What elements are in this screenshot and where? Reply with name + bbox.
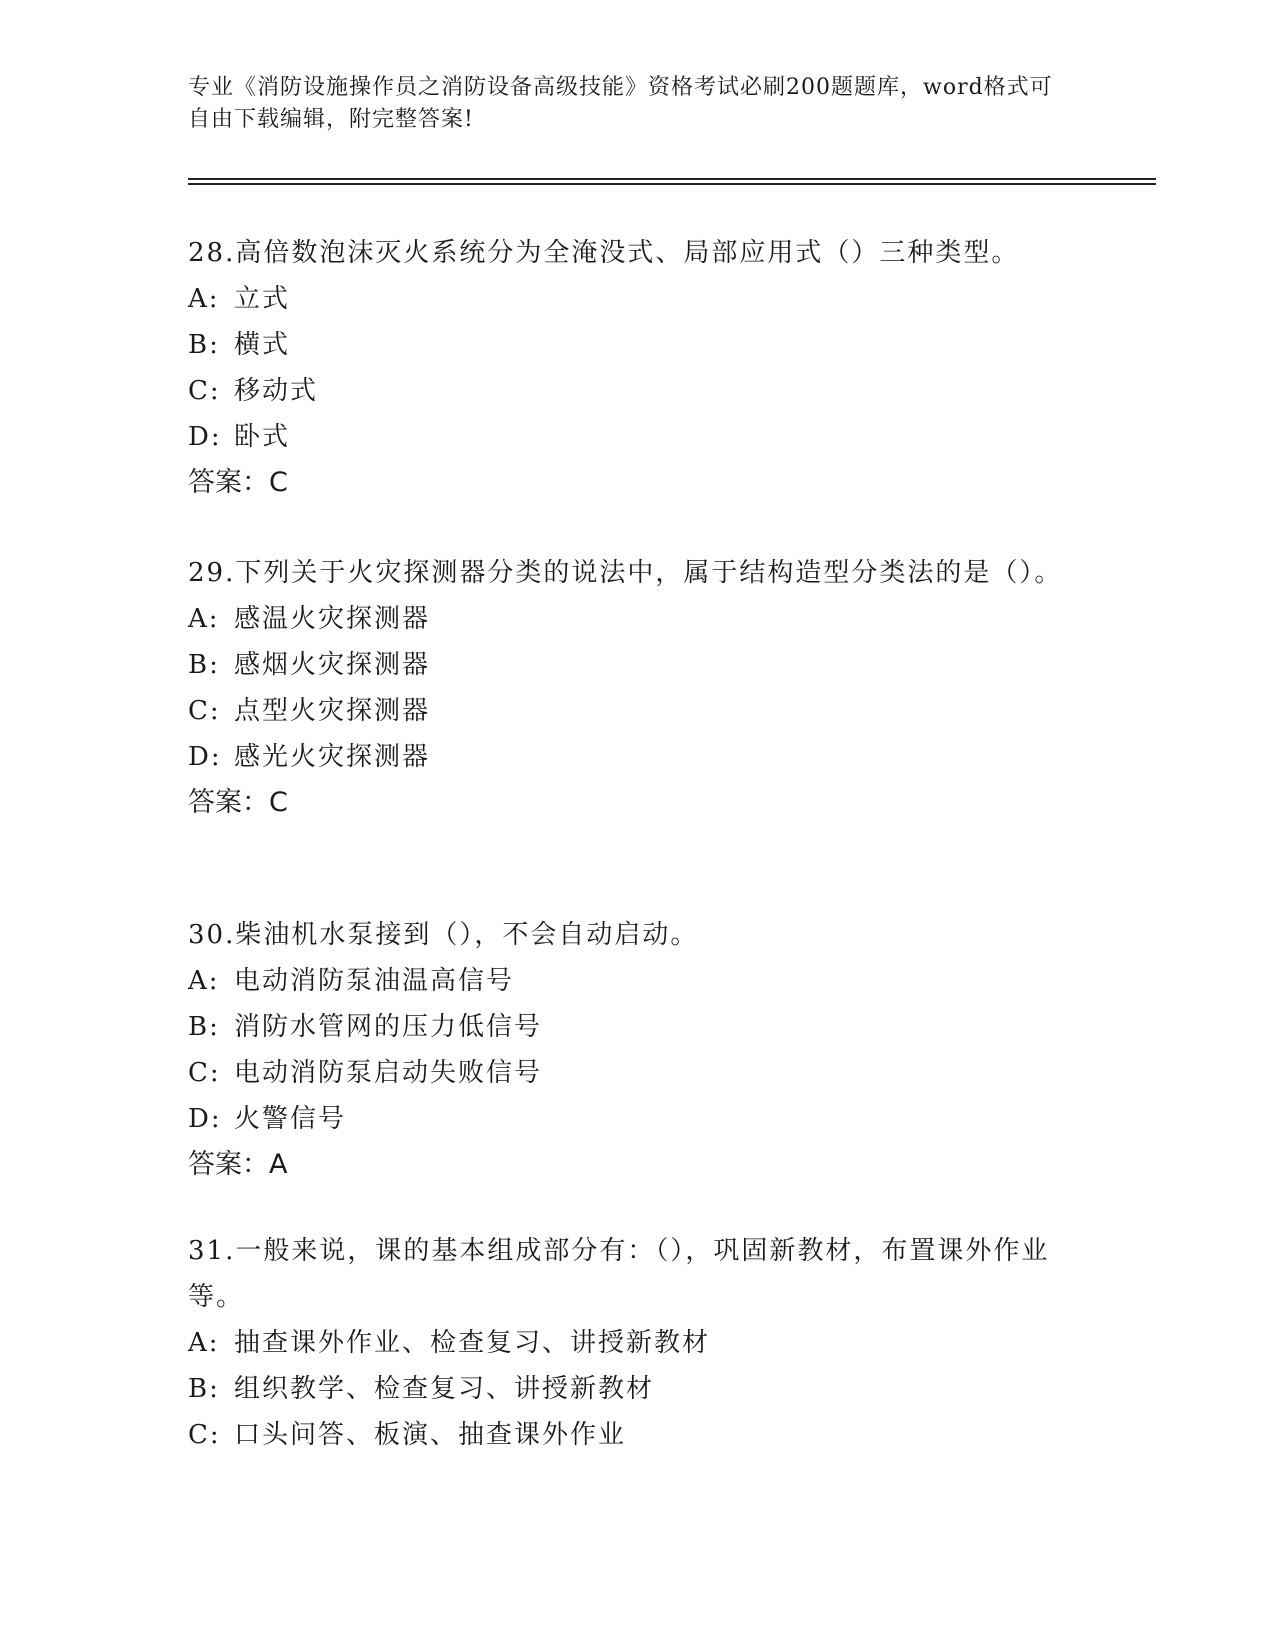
option-b: [188, 322, 1088, 368]
option-letter: A:: [188, 284, 220, 314]
option-letter: C:: [188, 376, 221, 406]
option-text: 消防水管网的压力低信号: [234, 1012, 543, 1042]
option-letter: C:: [188, 1058, 221, 1088]
option-text: 横式: [234, 330, 291, 360]
option-b: [188, 1004, 1088, 1050]
option-a: [188, 1320, 1088, 1366]
option-letter: D:: [188, 1104, 222, 1134]
option-letter: C:: [188, 1420, 221, 1450]
option-d: [188, 414, 1088, 460]
question-30: [188, 912, 1088, 1188]
option-text: 立式: [234, 284, 291, 314]
option-a: [188, 958, 1088, 1004]
option-b: [188, 1366, 1088, 1412]
answer-line: 答案：C: [188, 787, 288, 818]
option-b: [188, 642, 1088, 688]
option-a: [188, 596, 1088, 642]
option-text: 组织教学、检查复习、讲授新教材: [234, 1374, 655, 1404]
option-letter: B:: [188, 1374, 220, 1404]
option-letter: C:: [188, 696, 221, 726]
option-text: 电动消防泵油温高信号: [234, 966, 515, 996]
question-stem: 31.一般来说，课的基本组成部分有：（），巩固新教材，布置课外作业等。: [188, 1236, 1050, 1312]
option-letter: D:: [188, 422, 222, 452]
question-stem: 29.下列关于火灾探测器分类的说法中，属于结构造型分类法的是（）。: [188, 558, 1063, 588]
option-letter: A:: [188, 966, 220, 996]
option-text: 卧式: [234, 422, 291, 452]
option-letter: B:: [188, 1012, 220, 1042]
option-text: 电动消防泵启动失败信号: [234, 1058, 543, 1088]
option-letter: A:: [188, 1328, 220, 1358]
question-31: [188, 1228, 1088, 1458]
option-c: [188, 1412, 1088, 1458]
question-28: [188, 230, 1088, 506]
option-text: 感温火灾探测器: [234, 604, 431, 634]
option-c: [188, 1050, 1088, 1096]
option-a: [188, 276, 1088, 322]
header-divider-bottom: [188, 183, 1156, 185]
option-c: [188, 368, 1088, 414]
option-letter: B:: [188, 330, 220, 360]
option-text: 火警信号: [234, 1104, 347, 1134]
question-29: [188, 550, 1088, 826]
option-text: 移动式: [234, 376, 319, 406]
option-text: 抽查课外作业、检查复习、讲授新教材: [234, 1328, 711, 1358]
answer-line: 答案：C: [188, 467, 288, 498]
option-letter: B:: [188, 650, 220, 680]
document-header: 专业《消防设施操作员之消防设备高级技能》资格考试必刷200题题库，word格式可自由下载编辑，附完整答案!: [188, 75, 1053, 132]
question-stem: 28.高倍数泡沫灭火系统分为全淹没式、局部应用式（）三种类型。: [188, 238, 1020, 268]
option-letter: D:: [188, 742, 222, 772]
question-stem: 30.柴油机水泵接到（），不会自动启动。: [188, 920, 699, 950]
option-text: 感光火灾探测器: [234, 742, 431, 772]
header-divider-top: [188, 178, 1156, 180]
option-d: [188, 1096, 1088, 1142]
option-text: 口头问答、板演、抽查课外作业: [234, 1420, 627, 1450]
answer-line: 答案：A: [188, 1149, 288, 1180]
option-text: 感烟火灾探测器: [234, 650, 431, 680]
option-letter: A:: [188, 604, 220, 634]
option-text: 点型火灾探测器: [234, 696, 431, 726]
option-c: [188, 688, 1088, 734]
option-d: [188, 734, 1088, 780]
